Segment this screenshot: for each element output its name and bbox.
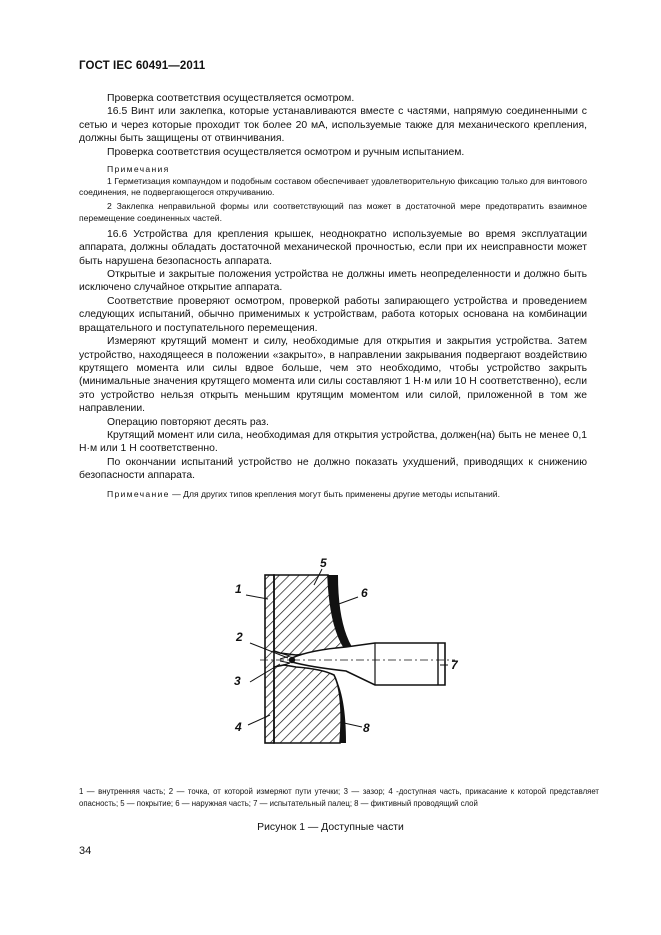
notes-heading: Примечания bbox=[107, 164, 170, 175]
figure-accessible-parts bbox=[210, 555, 470, 755]
figure-label-2: 2 bbox=[236, 630, 243, 644]
figure-label-4: 4 bbox=[235, 720, 242, 734]
paragraph: 16.6 Устройства для крепления крышек, неоднократно используемые во время эксплуатации аппарата, должны обладать достаточной механической прочностью, если при их неисправности может быть нарушена безопасность аппарата. bbox=[79, 228, 587, 267]
page-number: 34 bbox=[79, 845, 92, 857]
final-note-text: — Для других типов крепления могут быть применены другие методы испытаний. bbox=[169, 488, 500, 499]
figure-label-5: 5 bbox=[320, 556, 327, 570]
inner-part-shape bbox=[265, 575, 274, 743]
figure-label-3: 3 bbox=[234, 674, 241, 688]
paragraph: 16.5 Винт или заклепка, которые устанавливаются вместе с частями, напрямую соединенными с сетью и через которые проходит ток более 20 мА, используемые также для механического крепления, должны быть защищены от отвинчивания. bbox=[79, 106, 587, 145]
final-note-label: Примечание bbox=[107, 488, 170, 499]
document-header: ГОСТ IEC 60491—2011 bbox=[79, 60, 206, 72]
note-item: 2 Заклепка неправильной формы или соответствующий паз может в достаточной мере предотвратить взаимное перемещение соединенных частей. bbox=[79, 201, 587, 223]
paragraph: Операцию повторяют десять раз. bbox=[107, 416, 269, 428]
paragraph: Крутящий момент или сила, необходимая для открытия устройства, должен(на) быть не менее 0,1 Н·м или 1 Н соответственно. bbox=[79, 429, 587, 455]
figure-legend: 1 — внутренняя часть; 2 — точка, от которой измеряют пути утечки; 3 — зазор; 4 -доступная часть, прикасание к которой представляет опасность; 5 — покрытие; 6 — наружная часть; 7 — испытательный палец; 8 — фиктивный проводящий слой bbox=[79, 787, 599, 808]
paragraph: Проверка соответствия осуществляется осмотром. bbox=[107, 93, 355, 104]
paragraph: Открытые и закрытые положения устройства не должны иметь неопределенности и должно быть исключено случайное открытие аппарата. bbox=[79, 269, 587, 294]
paragraph: Измеряют крутящий момент и силу, необходимые для открытия и закрытия устройства. Затем устройство, находящееся в положении «закрыто», в направлении закрывания подвергают воздействию крутящего момента или силы вдвое больше, чем это необходимо, чтобы устройство закрыть (минимальные значения крутящего момента или силы составляют 1 Н·м или 10 Н соответственно), если это устройство нельзя открыть меньшим крутящим моментом или силой, приложенной в том же направлении. bbox=[79, 336, 587, 415]
figure-caption: Рисунок 1 — Доступные части bbox=[257, 822, 404, 833]
figure-label-8: 8 bbox=[363, 721, 370, 735]
coating-lower-shape bbox=[274, 665, 341, 743]
figure-label-7: 7 bbox=[451, 658, 458, 672]
figure-label-1: 1 bbox=[235, 582, 242, 596]
figure-label-6: 6 bbox=[361, 586, 368, 600]
paragraph: Соответствие проверяют осмотром, проверкой работы запирающего устройства и проведением следующих испытаний, обычно применимых к устройствам, работа которых основана на комбинации вращательного и поступательного перемещения. bbox=[79, 295, 587, 334]
note-item: 1 Герметизация компаундом и подобным составом обеспечивает удовлетворительную фиксацию только для винтового соединения, не подвергающегося откручиванию. bbox=[79, 176, 587, 198]
final-note bbox=[79, 489, 587, 500]
main-text bbox=[79, 92, 587, 500]
paragraph: По окончании испытаний устройство не должно показать ухудшений, приводящих к снижению безопасности аппарата. bbox=[79, 456, 587, 482]
paragraph: Проверка соответствия осуществляется осмотром и ручным испытанием. bbox=[107, 146, 465, 158]
